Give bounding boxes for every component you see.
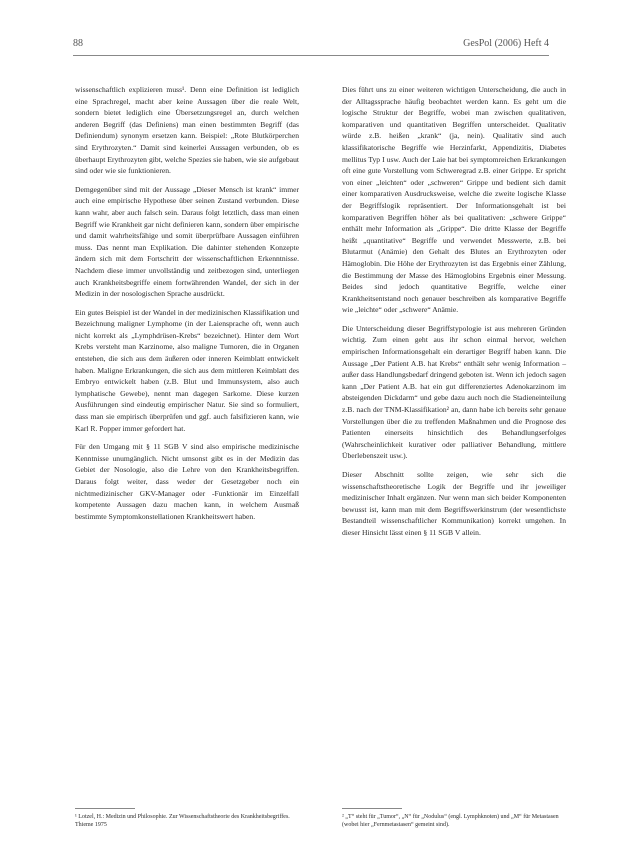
header-rule xyxy=(73,55,549,56)
right-column xyxy=(342,84,566,546)
page-header xyxy=(73,38,549,52)
footnote-right: ² „T“ steht für „Tumor“, „N“ für „Nodulus“ (engl. Lymphknoten) und „M“ für Metastasen (wobei hier „Fernmetastasen“ gemeint sind). xyxy=(342,814,559,828)
paragraph: Dieser Abschnitt sollte zeigen, wie sehr sich die wissenschaftstheoretische Logik der Begriffe und ihr jeweiliger medizinischer Inhalt ergänzen. Nur wenn man sich beider Komponenten bewusst ist, kann man mit dem Begriffswerkinstrum (der wesentlichste Bestandteil wissenschaftlicher Kommunikation) korrekt umgehen. In dieser Hinsicht lässt einen § 11 SGB V allein. xyxy=(342,470,566,537)
footnote-left: ¹ Lotzel, H.: Medizin und Philosophie. Zur Wissenschaftstheorie des Krankheitsbegriffes. Thieme 1975 xyxy=(75,814,290,828)
paragraph: Die Unterscheidung dieser Begriffstypologie ist aus mehreren Gründen wichtig. Zum einen geht aus ihr schon einmal hervor, welchen empirischen Informationsgehalt ein derartiger Begriff haben kann. Die Aussage „Der Patient A.B. hat Krebs“ enthält sehr wenig Information – außer dass Handlungsbedarf dringend geboten ist. Wenn ich jedoch sagen kann „Der Patient A.B. hat ein gut differenziertes Adenokarzinom im absteigenden Dickdarm“ und gebe dazu auch noch die Stadieneinteilung z.B. nach der TNM-Klassifikation² an, dann habe ich bereits sehr genaue Vorstellungen über die zu treffenden Maßnahmen und die Prognose des Patienten einerseits hinsichtlich des Behandlungserfolges (Wahrscheinlichkeit kurativer oder palliativer Behandlung, mittlere Überlebenszeit usw.). xyxy=(342,323,566,461)
paragraph: Für den Umgang mit § 11 SGB V sind also empirische medizinische Kenntnisse unumgänglich. Nicht umsonst gibt es in der Medizin das Gebiet der Nosologie, also die Lehre von den Krankheitsbegriffen. Daraus folgt weiter, dass weder der Gesetzgeber noch ein nichtmedizinischer GKV-Manager oder -Funktionär im Einzelfall kompetente Aussagen dazu machen kann, in welchem Ausmaß bestimmte Symptomkonstellationen Krankheitswert haben. xyxy=(75,442,299,521)
footnote-rule xyxy=(342,808,402,809)
page-number: 88 xyxy=(73,38,83,49)
left-column xyxy=(75,84,299,529)
paragraph: Ein gutes Beispiel ist der Wandel in der medizinischen Klassifikation und Bezeichnung maligner Lymphome (in der Laiensprache oft, wenn auch nicht korrekt als „Lymphdrüsen-Krebs“ bezeichnet). Hinter dem Wort Krebs versteht man Karzinome, also maligne Tumoren, die in Organen entstehen, die sich aus dem äußeren oder inneren Keimblatt entwickelt haben. Maligne Erkrankungen, die sich aus dem mittleren Keimblatt des Embryo entwickelt haben (z.B. Blut und Immunsystem, also auch lymphatische Gewebe), nennt man dagegen Sarkome. Diese kurzen Ausführungen sind eindeutig empirischer Natur. Sie sind so formuliert, dass man sie empirisch überprüfen und ggf. auch falsifizieren kann, wie Karl R. Popper immer gefordert hat. xyxy=(75,307,299,433)
paragraph: Demgegenüber sind mit der Aussage „Dieser Mensch ist krank“ immer auch eine empirische Hypothese über seinen Zustand verbunden. Diese kann wahr, aber auch falsch sein. Daraus folgt letztlich, dass man einen Begriff wie Krankheit gar nicht definieren kann, sondern über empirische und damit wahrheitsfähige und somit überprüfbare Aussagen einführen muss. Das nennt man Explikation. Die dahinter stehenden Konzepte ändern sich mit dem Fortschritt der wissenschaftlichen Erkenntnisse. Nachdem diese immer unvollständig und zeitbezogen sind, unterliegen auch Krankheitsbegriffe einem fortwährenden Wandel, der sich in der Medizin in der nosologischen Sprache ausdrückt. xyxy=(75,184,299,299)
paragraph: wissenschaftlich explizieren muss¹. Denn eine Definition ist lediglich eine Sprachregel, macht aber keine Aussagen über die reale Welt, sondern bietet lediglich eine Übersetzungsregel an, durch welchen anderen Begriff (das Definiens) man einen bestimmten Begriff (das Definiendum) synonym ersetzen kann. Beispiel: „Rote Blutkörperchen sind Erythrozyten.“ Damit sind keinerlei Aussagen verbunden, ob es überhaupt Erythrozyten gibt, welche Spezies sie haben, wie sie aufgebaut sind oder wie sie funktionieren. xyxy=(75,85,299,176)
journal-info: GesPol (2006) Heft 4 xyxy=(463,38,549,49)
footnote-rule xyxy=(75,808,135,809)
paragraph: Dies führt uns zu einer weiteren wichtigen Unterscheidung, die auch in der Alltagssprache häufig beobachtet werden kann. Es geht um die logische Struktur der Begriffe, wobei man zwischen qualitativen, komparativen und quantitativen Begriffen unterscheidet. Qualitativ würde z.B. heißen „krank“ (ja, nein). Qualitativ sind auch klassifikatorische Begriffe wie Herzinfarkt, Appendizitis, Diabetes mellitus Typ I usw. Auch der Laie hat bei symptomreichen Erkrankungen oft eine gute Vorstellung vom Schweregrad z.B. einer Grippe. Er spricht von einer „leichten“ oder „schweren“ Grippe und bedient sich damit einer komparativen Ausdrucksweise, welche die zweite logische Klasse der Begriffslogik repräsentiert. Der Informationsgehalt ist bei komparativen Begriffen höher als bei qualitativen: „schwere Grippe“ enthält mehr Information als „Grippe“. Die dritte Klasse der Begriffe heißt „quantitative“ Begriffe und verwendet Messwerte, z.B. bei Blutarmut (Anämie) den Gehalt des Blutes an Erythrozyten oder Hämoglobin. Die Höhe der Erythrozyten ist das Ergebnis einer Zählung, die Bestimmung der Masse des Hämoglobins Ergebnis einer Messung. Beides sind jedoch quantitative Begriffe, welche einer Krankheitsentstand noch genauer beschreiben als komparative Begriffe wie „leichte“ oder „schwere“ Anämie. xyxy=(342,85,566,315)
